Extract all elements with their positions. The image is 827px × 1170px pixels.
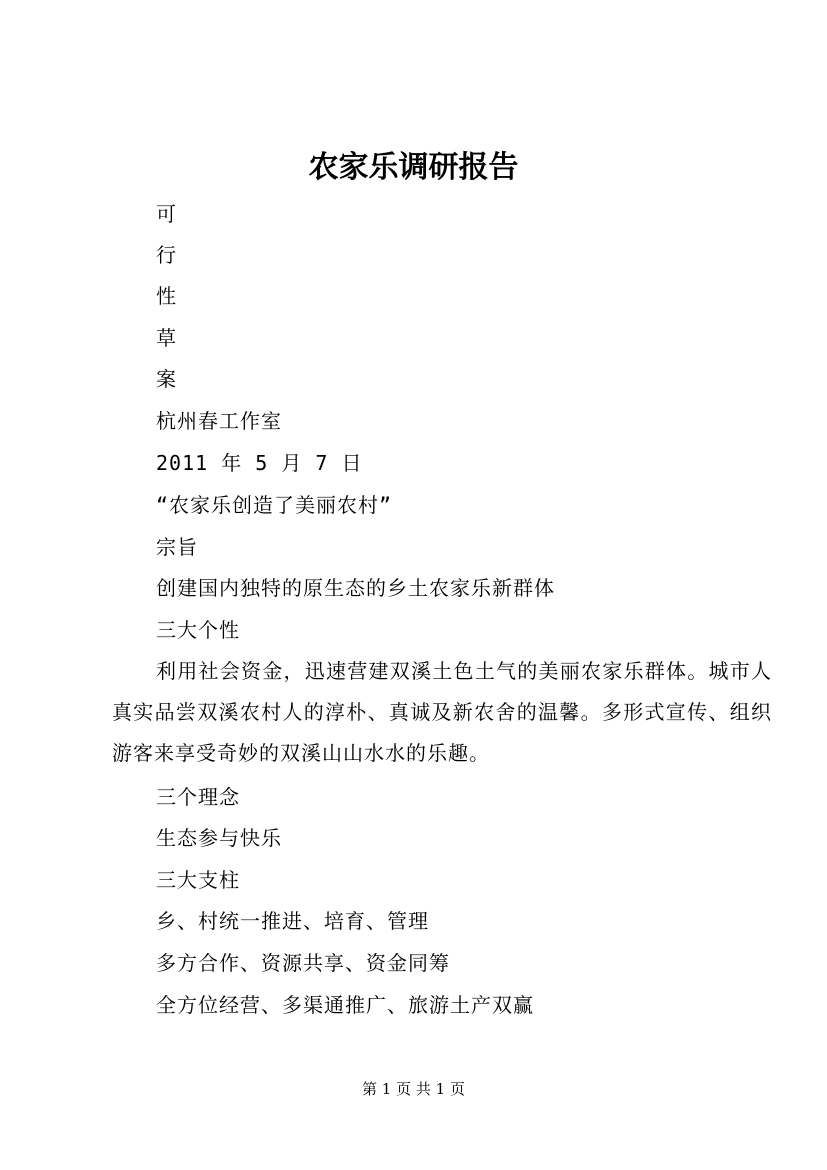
concepts-heading: 三个理念 [156, 785, 240, 809]
pillar-item-2: 多方合作、资源共享、资金同筹 [156, 951, 450, 975]
vertical-title-char-5: 案 [156, 367, 177, 391]
document-date: 2011 年 5 月 7 日 [156, 451, 363, 475]
slogan: “农家乐创造了美丽农村” [156, 493, 393, 517]
characteristics-paragraph: 利用社会资金，迅速营建双溪土色土气的美丽农家乐群体。城市人真实品尝双溪农村人的淳朴、真诚及新农舍的温馨。多形式宣传、组织游客来享受奇妙的双溪山山水水的乐趣。 [112, 659, 772, 765]
vertical-title-char-3: 性 [156, 284, 177, 308]
studio-name: 杭州春工作室 [156, 409, 282, 433]
vertical-title-char-1: 可 [156, 202, 177, 226]
pillar-item-1: 乡、村统一推进、培育、管理 [156, 909, 429, 933]
purpose-heading: 宗旨 [156, 535, 198, 559]
pillar-item-3: 全方位经营、多渠通推广、旅游土产双赢 [156, 993, 534, 1017]
concepts-text: 生态参与快乐 [156, 826, 282, 850]
pillars-heading: 三大支柱 [156, 868, 240, 892]
vertical-title-char-2: 行 [156, 243, 177, 267]
characteristics-heading: 三大个性 [156, 618, 240, 642]
purpose-text: 创建国内独特的原生态的乡土农家乐新群体 [156, 576, 555, 600]
vertical-title-char-4: 草 [156, 326, 177, 350]
page-footer: 第 1 页 共 1 页 [362, 1080, 465, 1098]
document-title: 农家乐调研报告 [308, 150, 519, 185]
